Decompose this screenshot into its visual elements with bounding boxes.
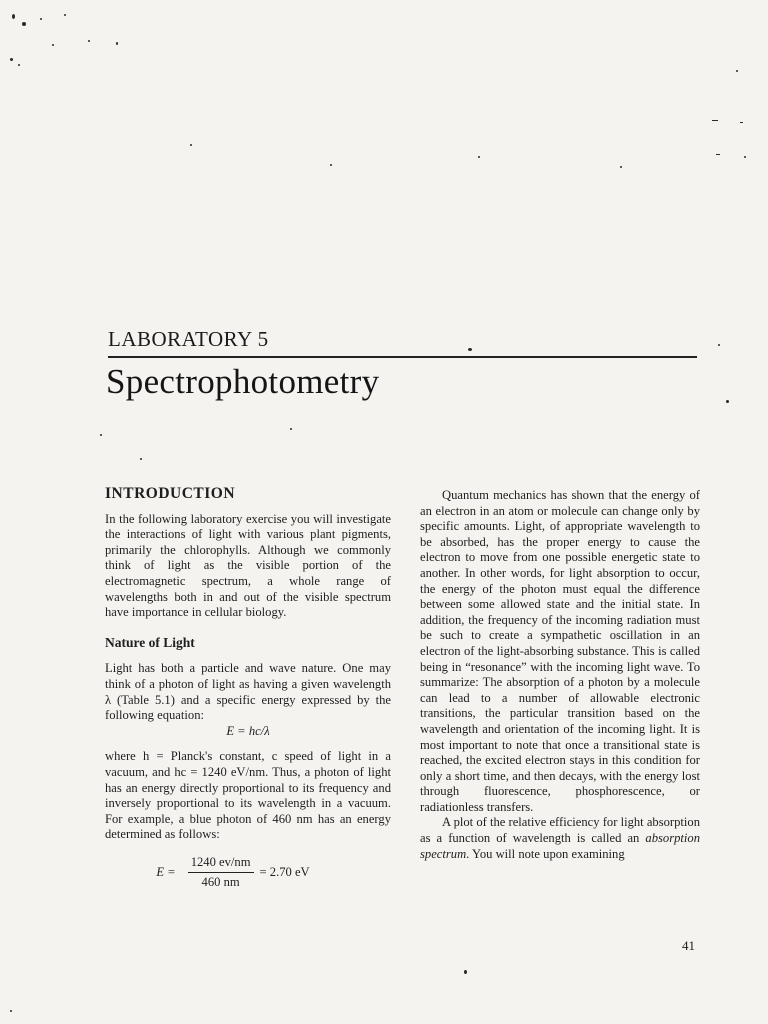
- scan-speck: [22, 22, 26, 26]
- scan-speck: [18, 64, 20, 66]
- scan-speck: [716, 154, 720, 155]
- scan-speck: [88, 40, 90, 42]
- example-denominator: 460 nm: [201, 875, 240, 890]
- scan-speck: [10, 58, 13, 61]
- photon-energy-example: [105, 855, 391, 891]
- introduction-paragraph: In the following laboratory exercise you will investigate the interactions of light with various plant pigments, primarily the chlorophylls. Although we commonly think of light as the visible portion of the electromagnetic spectrum, a whole range of wavelengths both in and out of the visible spectrum have importance in cellular biology.: [105, 511, 391, 620]
- scan-speck: [740, 122, 743, 123]
- absorption-paragraph: [420, 815, 700, 862]
- absorption-spectrum-term: absorption spectrum: [420, 831, 700, 861]
- scan-speck: [736, 70, 738, 72]
- scan-speck: [712, 120, 718, 121]
- scan-speck: [464, 970, 467, 974]
- title-rule: [108, 356, 697, 358]
- right-column: [420, 488, 700, 862]
- page-number: 41: [682, 938, 695, 953]
- nature-paragraph-1: Light has both a particle and wave nature. One may think of a photon of light as having a given wavelength λ (Table 5.1) and a specific energy expressed by the following equation:: [105, 661, 391, 723]
- scan-speck: [12, 14, 15, 19]
- scan-speck: [718, 344, 720, 346]
- scan-speck: [330, 164, 332, 166]
- scan-speck: [52, 44, 54, 46]
- scan-speck: [116, 42, 118, 45]
- scan-speck: [190, 144, 192, 146]
- example-numerator: 1240 ev/nm: [188, 855, 254, 874]
- quantum-paragraph: Quantum mechanics has shown that the energy of an electron in an atom or molecule can change only by specific amounts. Light, of appropriate wavelength to be absorbed, has the proper energy to cause the electron to move from one possible energetic state to another. In other words, for light absorption to occur, the energy of the photon must equal the difference between some allowed state and the initial state. In addition, the frequency of the incoming radiation must be such to create a sympathetic oscillation in an electron of the light-absorbing substance. This is called being in “resonance” with the incoming light wave. To summarize: The absorption of a photon by a molecule can lead to a number of allowable electronic transitions, the particular transition based on the wavelength and orientation of the incoming light. It is most important to note that once a transitional state is reached, the excited electron stays in this condition for only a short time, and then decays, with the energy lost through fluorescence, phosphorescence, or radiationless transfers.: [420, 488, 700, 814]
- scan-speck: [620, 166, 622, 168]
- nature-of-light-heading: Nature of Light: [105, 634, 195, 650]
- scan-speck: [290, 428, 292, 430]
- left-column: [105, 486, 391, 891]
- introduction-heading: INTRODUCTION: [105, 485, 236, 502]
- scan-speck: [140, 458, 142, 460]
- page-title: Spectrophotometry: [106, 362, 380, 401]
- scan-speck: [40, 18, 42, 20]
- example-result: = 2.70 eV: [259, 865, 310, 880]
- absorption-paragraph-start: A plot of the relative efficiency for light absorption as a function of wavelength is called an: [420, 815, 700, 846]
- scan-speck: [64, 14, 66, 16]
- scan-speck: [10, 1010, 12, 1012]
- scan-speck: [468, 348, 472, 351]
- scan-speck: [744, 156, 746, 158]
- scan-speck: [726, 400, 729, 403]
- example-lhs: E =: [156, 865, 176, 880]
- scan-speck: [478, 156, 480, 158]
- absorption-paragraph-end: . You will note upon examining: [466, 846, 625, 861]
- energy-equation: E = hc/λ: [226, 723, 270, 738]
- laboratory-label: LABORATORY 5: [108, 327, 269, 351]
- scan-speck: [100, 434, 102, 436]
- nature-paragraph-2: where h = Planck's constant, c speed of light in a vacuum, and hc = 1240 eV/nm. Thus, a photon of light has an energy directly proportional to its frequency and inversely proportional to its wavelength in a vacuum. For example, a blue photon of 460 nm has an energy determined as follows:: [105, 749, 391, 842]
- example-fraction: [188, 855, 254, 891]
